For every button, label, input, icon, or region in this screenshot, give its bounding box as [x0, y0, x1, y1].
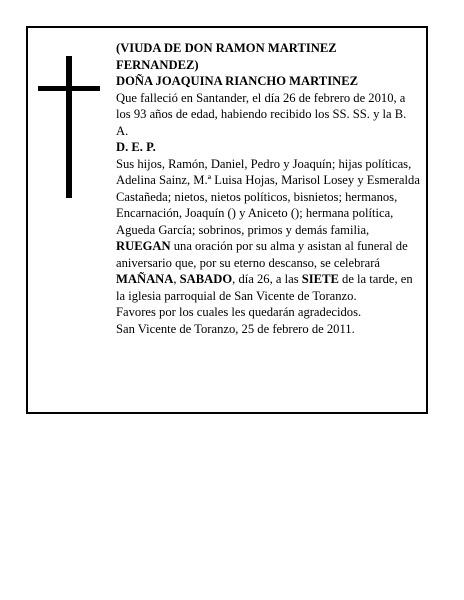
request-separator: ,	[173, 272, 180, 286]
siete-word: SIETE	[301, 272, 339, 286]
cross-horizontal-bar	[38, 86, 100, 91]
request-text-3: de la tarde, en la iglesia parroquial de San Vicente de Toranzo.	[116, 272, 413, 303]
sabado-word: SABADO	[179, 272, 233, 286]
deceased-name: DOÑA JOAQUINA RIANCHO MARTINEZ	[116, 74, 359, 88]
cross-icon	[38, 56, 100, 198]
request-text-1: una oración por su alma y asistan al funeral de aniversario que, por su eterno descanso, se celebrará	[116, 239, 408, 270]
manana-word: MAÑANA	[116, 272, 174, 286]
cross-vertical-bar	[66, 56, 72, 198]
ruegan-word: RUEGAN	[116, 239, 171, 253]
widow-header: (VIUDA DE DON RAMON MARTINEZ FERNANDEZ)	[116, 41, 337, 72]
notice-text	[116, 40, 420, 337]
obituary-notice	[26, 26, 428, 414]
place-date-line: San Vicente de Toranzo, 25 de febrero de 2011.	[116, 321, 355, 336]
request-text-2: , día 26, a las	[232, 272, 302, 286]
death-info: Que falleció en Santander, el día 26 de febrero de 2010, a los 93 años de edad, habiendo recibido los SS. SS. y la B. A.	[116, 90, 407, 138]
thanks-line: Favores por los cuales les quedarán agradecidos.	[116, 305, 362, 319]
family-list: Sus hijos, Ramón, Daniel, Pedro y Joaquín; hijas políticas, Adelina Sainz, M.ª Luisa Hojas, Marisol Losey y Esmeralda Castañeda; nietos, nietos políticos, bisnietos; hermanos, Encarnación, Joaquín () y Aniceto (); hermana política, Agueda García; sobrinos, primos y demás familia,	[116, 156, 420, 237]
dep-line: D. E. P.	[116, 140, 156, 154]
request-paragraph	[116, 238, 420, 304]
